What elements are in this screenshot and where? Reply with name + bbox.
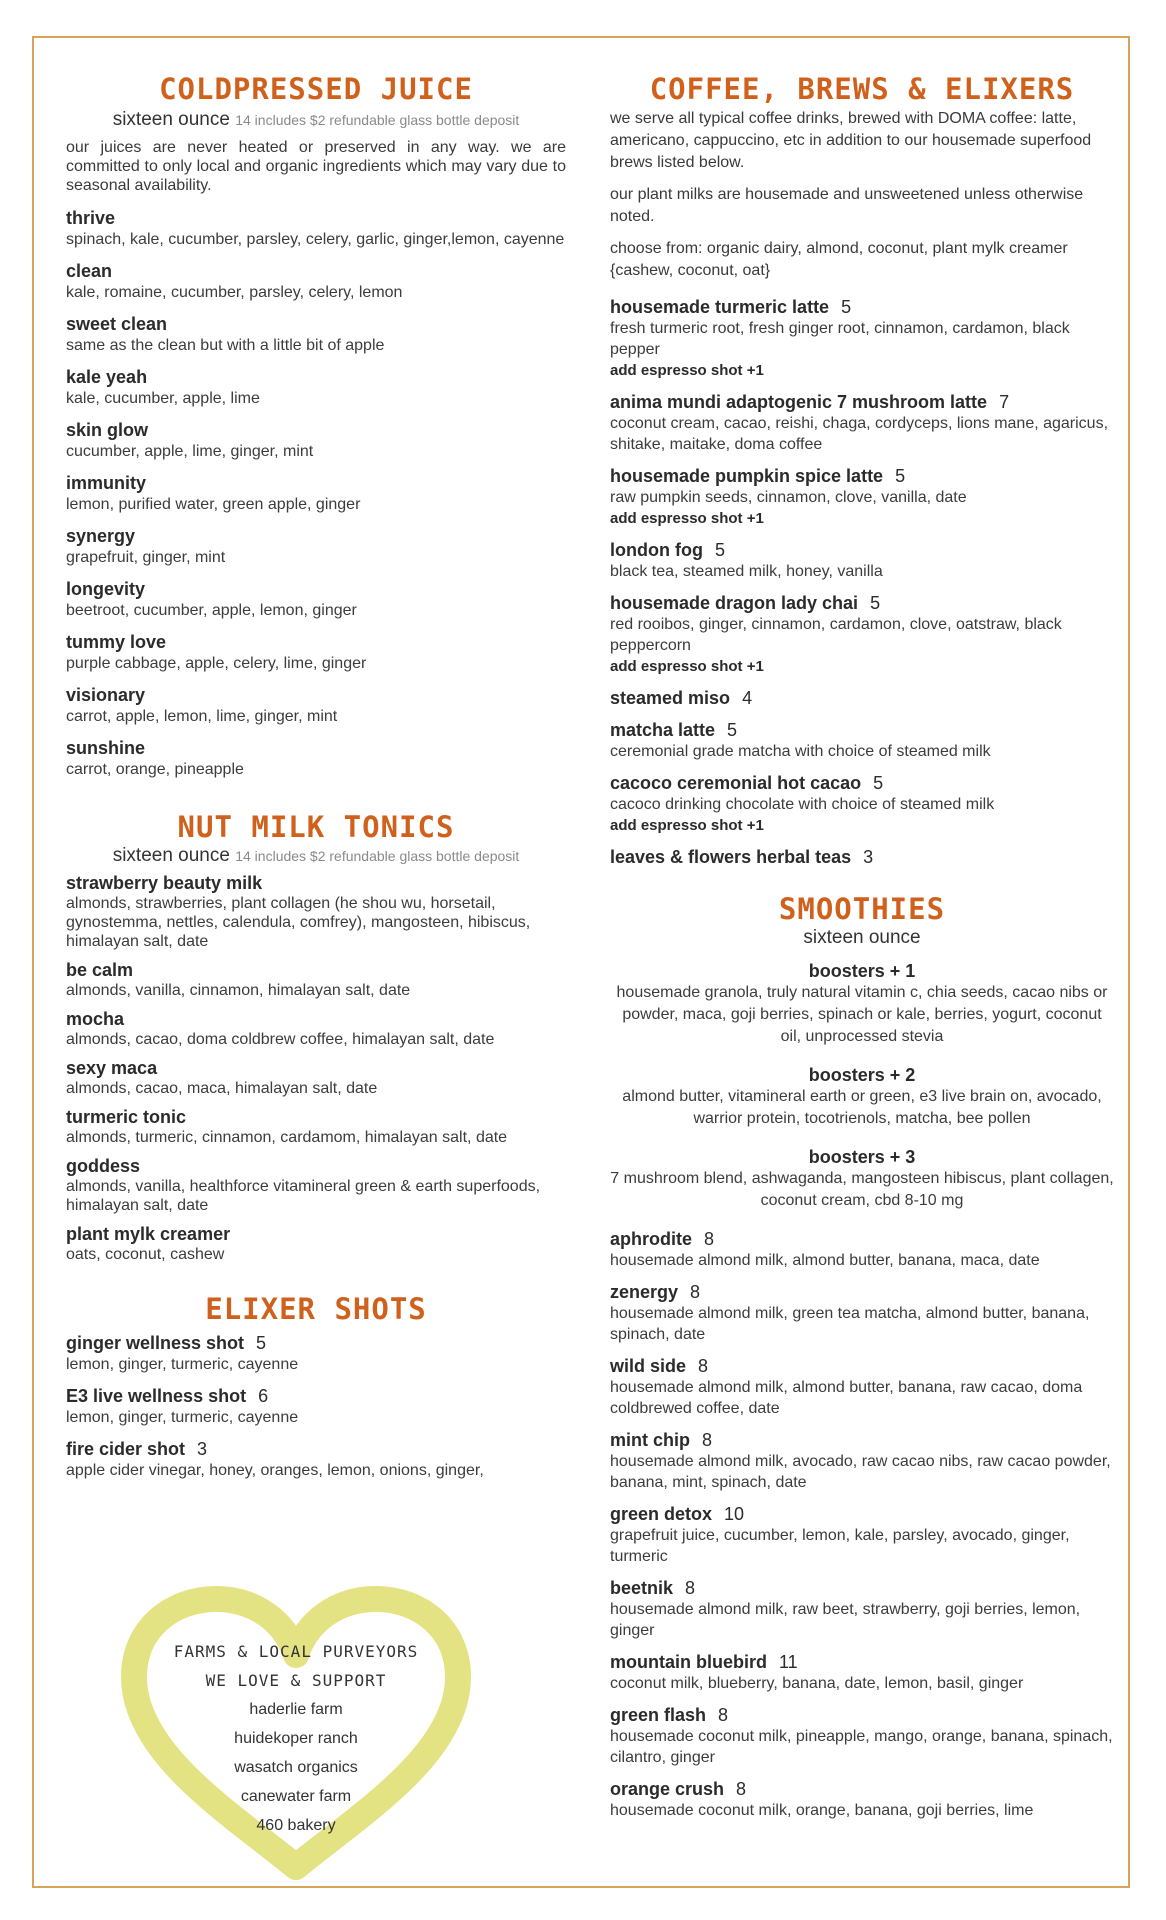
juice-item-title: sweet clean xyxy=(66,314,168,334)
coffee-item-addon: add espresso shot +1 xyxy=(610,510,764,527)
smoothie-item-name xyxy=(610,1778,1114,1800)
tonic-item xyxy=(66,1155,566,1215)
tonics-size: sixteen ounce xyxy=(112,845,230,866)
coffee-item-title: leaves & flowers herbal teas xyxy=(610,847,852,867)
coffee-list xyxy=(610,296,1114,868)
juice-item-name xyxy=(66,419,566,441)
tonic-item xyxy=(66,1223,566,1264)
smoothie-item xyxy=(610,1355,1114,1419)
shot-item-desc: lemon, ginger, turmeric, cayenne xyxy=(66,1356,299,1373)
coffee-item-price: 4 xyxy=(742,688,753,708)
juice-item-desc: spinach, kale, cucumber, parsley, celery, garlic, ginger,lemon, cayenne xyxy=(66,231,565,248)
shot-item-price: 3 xyxy=(197,1439,208,1459)
smoothie-item-desc: coconut milk, blueberry, banana, date, lemon, basil, ginger xyxy=(610,1675,1024,1692)
booster-item xyxy=(610,1146,1114,1212)
coffee-item-price: 3 xyxy=(863,847,874,867)
tonic-item-desc: almonds, cacao, doma coldbrew coffee, himalayan salt, date xyxy=(66,1031,495,1048)
smoothie-item-title: aphrodite xyxy=(610,1229,693,1249)
tonic-item-name xyxy=(66,959,566,981)
smoothie-item-price: 8 xyxy=(702,1430,713,1450)
tonic-item-title: sexy maca xyxy=(66,1058,158,1078)
juice-item xyxy=(66,525,566,568)
tonics-list xyxy=(66,872,566,1264)
tonic-item xyxy=(66,1106,566,1147)
farms-list xyxy=(116,1695,476,1840)
booster-name: boosters + 2 xyxy=(808,1065,916,1085)
coffee-item xyxy=(610,719,1114,762)
coffee-item-name xyxy=(610,846,1114,868)
juice-item xyxy=(66,472,566,515)
coffee-item-name xyxy=(610,772,1114,794)
smoothie-item-title: mint chip xyxy=(610,1430,690,1450)
juice-item xyxy=(66,207,566,250)
smoothie-item-name xyxy=(610,1577,1114,1599)
smoothie-item xyxy=(610,1651,1114,1694)
coffee-item-name xyxy=(610,539,1114,561)
juice-item-desc: lemon, purified water, green apple, ginger xyxy=(66,496,361,513)
farms-title-2: WE LOVE & SUPPORT xyxy=(205,1671,387,1690)
smoothie-item xyxy=(610,1281,1114,1345)
smoothie-item-name xyxy=(610,1429,1114,1451)
tonic-item xyxy=(66,872,566,951)
smoothie-item-price: 8 xyxy=(704,1229,715,1249)
shot-item-title: fire cider shot xyxy=(66,1439,186,1459)
smoothie-item-desc: housemade coconut milk, pineapple, mango, orange, banana, spinach, cilantro, ginger xyxy=(610,1728,1113,1766)
coffee-item-price: 5 xyxy=(873,773,884,793)
coffee-item-desc: red rooibos, ginger, cinnamon, cardamon, clove, oatstraw, black peppercorn xyxy=(610,616,1062,654)
coffee-item-price: 5 xyxy=(841,297,852,317)
coffee-item-price: 5 xyxy=(870,593,881,613)
smoothie-item xyxy=(610,1577,1114,1641)
coffee-item-name xyxy=(610,465,1114,487)
smoothie-item-name xyxy=(610,1228,1114,1250)
shot-item-desc: apple cider vinegar, honey, oranges, lemon, onions, ginger, xyxy=(66,1462,484,1479)
smoothie-item-price: 8 xyxy=(698,1356,709,1376)
juice-item-desc: carrot, apple, lemon, lime, ginger, mint xyxy=(66,708,338,725)
juice-item xyxy=(66,260,566,303)
tonic-item-title: goddess xyxy=(66,1156,141,1176)
smoothie-item-title: mountain bluebird xyxy=(610,1652,767,1672)
tonics-deposit: 14 includes $2 refundable glass bottle deposit xyxy=(235,848,520,864)
booster-desc: almond butter, vitamineral earth or green, e3 live brain on, avocado, warrior protein, tocotrienols, matcha, bee pollen xyxy=(622,1088,1102,1127)
shot-item xyxy=(66,1385,566,1428)
coffee-item-desc: fresh turmeric root, fresh ginger root, cinnamon, cardamon, black pepper xyxy=(610,320,1070,358)
coffee-item-name xyxy=(610,391,1114,413)
tonic-item-name xyxy=(66,1223,566,1245)
smoothie-item-price: 8 xyxy=(685,1578,696,1598)
booster-item xyxy=(610,960,1114,1048)
juice-item-desc: same as the clean but with a little bit of apple xyxy=(66,337,385,354)
tonic-item-desc: oats, coconut, cashew xyxy=(66,1246,225,1263)
juice-item-name xyxy=(66,366,566,388)
shots-list xyxy=(66,1332,566,1481)
booster-desc: housemade granola, truly natural vitamin c, chia seeds, cacao nibs or powder, maca, goji berries, spinach or kale, berries, yogurt, coconut oil, unprocessed stevia xyxy=(616,984,1108,1045)
juice-size-line xyxy=(66,108,566,132)
tonic-item-title: turmeric tonic xyxy=(66,1107,187,1127)
coffee-item xyxy=(610,465,1114,529)
juice-item xyxy=(66,366,566,409)
coffee-item-name xyxy=(610,296,1114,318)
coffee-intro-2: our plant milks are housemade and unsweetened unless otherwise noted. xyxy=(610,186,1084,225)
juice-item-title: synergy xyxy=(66,526,136,546)
smoothie-item-desc: housemade coconut milk, orange, banana, goji berries, lime xyxy=(610,1802,1034,1819)
tonic-item-title: plant mylk creamer xyxy=(66,1224,231,1244)
tonic-item-desc: almonds, cacao, maca, himalayan salt, date xyxy=(66,1080,378,1097)
juice-deposit: 14 includes $2 refundable glass bottle deposit xyxy=(235,112,520,128)
tonic-item-title: be calm xyxy=(66,960,134,980)
juice-item-name xyxy=(66,260,566,282)
coffee-item-price: 7 xyxy=(999,392,1010,412)
smoothie-item-title: orange crush xyxy=(610,1779,725,1799)
juice-item-name xyxy=(66,525,566,547)
farm-name: haderlie farm xyxy=(249,1701,343,1718)
juice-item-name xyxy=(66,472,566,494)
left-column xyxy=(66,36,566,1491)
coffee-item-desc: coconut cream, cacao, reishi, chaga, cordyceps, lions mane, agaricus, shitake, maitake, doma coffee xyxy=(610,415,1109,453)
smoothie-item-title: beetnik xyxy=(610,1578,674,1598)
juice-item-desc: kale, romaine, cucumber, parsley, celery, lemon xyxy=(66,284,403,301)
shot-item-name xyxy=(66,1438,566,1460)
tonic-item-name xyxy=(66,1155,566,1177)
juice-item-desc: kale, cucumber, apple, lime xyxy=(66,390,260,407)
coffee-item xyxy=(610,772,1114,836)
juice-item-name xyxy=(66,313,566,335)
booster-desc: 7 mushroom blend, ashwaganda, mangosteen hibiscus, plant collagen, coconut cream, cbd 8-10 mg xyxy=(610,1170,1114,1209)
tonic-item-name xyxy=(66,1106,566,1128)
coffee-item-desc: black tea, steamed milk, honey, vanilla xyxy=(610,563,883,580)
coffee-item-price: 5 xyxy=(714,540,725,560)
smoothie-item xyxy=(610,1704,1114,1768)
juice-list xyxy=(66,207,566,780)
smoothie-item-name xyxy=(610,1503,1114,1525)
coffee-item-addon: add espresso shot +1 xyxy=(610,817,764,834)
juice-item-title: clean xyxy=(66,261,113,281)
coffee-item-title: cacoco ceremonial hot cacao xyxy=(610,773,862,793)
juice-item-title: tummy love xyxy=(66,632,167,652)
smoothie-item-title: green flash xyxy=(610,1705,707,1725)
shot-item-name xyxy=(66,1385,566,1407)
juice-item-title: visionary xyxy=(66,685,146,705)
farm-name: wasatch organics xyxy=(234,1759,358,1776)
tonics-size-line xyxy=(66,844,566,868)
shot-item-price: 5 xyxy=(256,1333,267,1353)
tonic-item-title: strawberry beauty milk xyxy=(66,873,263,893)
juice-item-title: sunshine xyxy=(66,738,146,758)
smoothie-item-desc: housemade almond milk, green tea matcha, almond butter, banana, spinach, date xyxy=(610,1305,1090,1343)
booster-name: boosters + 1 xyxy=(808,961,916,981)
farms-heart xyxy=(116,1585,476,1885)
coffee-item-title: housemade pumpkin spice latte xyxy=(610,466,884,486)
coffee-item-desc: cacoco drinking chocolate with choice of steamed milk xyxy=(610,796,995,813)
juice-item-name xyxy=(66,737,566,759)
tonic-item-desc: almonds, strawberries, plant collagen (he shou wu, horsetail, gynostemma, nettles, calendula, comfrey), mangosteen, hibiscus, himalayan salt, date xyxy=(66,895,531,950)
tonic-item-name xyxy=(66,872,566,894)
smoothie-item-desc: housemade almond milk, almond butter, banana, raw cacao, doma coldbrewed coffee, date xyxy=(610,1379,1083,1417)
smoothie-item-title: zenergy xyxy=(610,1282,679,1302)
shot-item-desc: lemon, ginger, turmeric, cayenne xyxy=(66,1409,299,1426)
shot-item-name xyxy=(66,1332,566,1354)
farms-title-1: FARMS & LOCAL PURVEYORS xyxy=(173,1642,419,1661)
smoothie-item xyxy=(610,1429,1114,1493)
farms-text xyxy=(116,1637,476,1840)
right-column xyxy=(610,36,1114,1831)
smoothie-item-price: 11 xyxy=(779,1652,798,1672)
juice-item-desc: purple cabbage, apple, celery, lime, ginger xyxy=(66,655,367,672)
smoothie-item-name xyxy=(610,1651,1114,1673)
coffee-item xyxy=(610,539,1114,582)
coffee-item-desc: raw pumpkin seeds, cinnamon, clove, vanilla, date xyxy=(610,489,967,506)
juice-item-desc: carrot, orange, pineapple xyxy=(66,761,244,778)
coffee-item xyxy=(610,296,1114,381)
juice-item xyxy=(66,313,566,356)
smoothie-item-name xyxy=(610,1355,1114,1377)
tonic-item-name xyxy=(66,1008,566,1030)
shot-item xyxy=(66,1438,566,1481)
shot-item-price: 6 xyxy=(258,1386,269,1406)
smoothie-item-price: 8 xyxy=(736,1779,747,1799)
juice-item-title: thrive xyxy=(66,208,116,228)
tonic-item-name xyxy=(66,1057,566,1079)
juice-item-title: skin glow xyxy=(66,420,149,440)
tonic-item xyxy=(66,1057,566,1098)
smoothie-item-desc: housemade almond milk, avocado, raw cacao nibs, raw cacao powder, banana, mint, spinach, date xyxy=(610,1453,1111,1491)
coffee-item-title: anima mundi adaptogenic 7 mushroom latte xyxy=(610,392,988,412)
coffee-item-name xyxy=(610,687,1114,709)
coffee-item xyxy=(610,592,1114,677)
juice-item-name xyxy=(66,578,566,600)
juice-item xyxy=(66,737,566,780)
tonic-item-desc: almonds, turmeric, cinnamon, cardamom, himalayan salt, date xyxy=(66,1129,508,1146)
coffee-title: COFFEE, BREWS & ELIXERS xyxy=(649,72,1075,106)
juice-item-title: kale yeah xyxy=(66,367,148,387)
tonics-title: NUT MILK TONICS xyxy=(177,810,455,844)
smoothies-title: SMOOTHIES xyxy=(778,892,946,926)
coffee-intro-3: choose from: organic dairy, almond, coconut, plant mylk creamer {cashew, coconut, oat} xyxy=(610,240,1068,279)
coffee-item-title: london fog xyxy=(610,540,703,560)
juice-item xyxy=(66,631,566,674)
smoothie-item-price: 10 xyxy=(724,1504,745,1524)
juice-title: COLDPRESSED JUICE xyxy=(159,72,473,106)
smoothie-item-name xyxy=(610,1281,1114,1303)
farm-name: huidekoper ranch xyxy=(234,1730,358,1747)
shot-item-title: E3 live wellness shot xyxy=(66,1386,247,1406)
booster-item xyxy=(610,1064,1114,1130)
coffee-item-title: matcha latte xyxy=(610,720,716,740)
smoothie-item xyxy=(610,1228,1114,1271)
coffee-item xyxy=(610,687,1114,709)
coffee-item xyxy=(610,391,1114,455)
coffee-item-addon: add espresso shot +1 xyxy=(610,658,764,675)
coffee-item-name xyxy=(610,592,1114,614)
coffee-item-desc: ceremonial grade matcha with choice of steamed milk xyxy=(610,743,991,760)
smoothie-item-price: 8 xyxy=(690,1282,701,1302)
juice-item xyxy=(66,684,566,727)
tonic-item xyxy=(66,1008,566,1049)
smoothie-item-title: green detox xyxy=(610,1504,713,1524)
juice-item-name xyxy=(66,631,566,653)
coffee-item-addon: add espresso shot +1 xyxy=(610,362,764,379)
juice-item-title: longevity xyxy=(66,579,146,599)
coffee-item-name xyxy=(610,719,1114,741)
coffee-item-price: 5 xyxy=(727,720,738,740)
smoothie-item xyxy=(610,1778,1114,1821)
juice-item-desc: beetroot, cucumber, apple, lemon, ginger xyxy=(66,602,357,619)
tonic-item xyxy=(66,959,566,1000)
smoothie-item-title: wild side xyxy=(610,1356,687,1376)
juice-item-name xyxy=(66,684,566,706)
coffee-item-title: housemade turmeric latte xyxy=(610,297,830,317)
tonic-item-desc: almonds, vanilla, cinnamon, himalayan salt, date xyxy=(66,982,411,999)
boosters-list xyxy=(610,960,1114,1212)
tonic-item-desc: almonds, vanilla, healthforce vitamineral green & earth superfoods, himalayan salt, date xyxy=(66,1178,541,1214)
shot-item xyxy=(66,1332,566,1375)
juice-item-desc: cucumber, apple, lime, ginger, mint xyxy=(66,443,314,460)
coffee-intro-1: we serve all typical coffee drinks, brewed with DOMA coffee: latte, americano, cappuccino, etc in addition to our housemade superfood brews listed below. xyxy=(610,110,1092,171)
farm-name: canewater farm xyxy=(240,1788,352,1805)
juice-item-desc: grapefruit, ginger, mint xyxy=(66,549,226,566)
smoothie-item xyxy=(610,1503,1114,1567)
smoothies-size: sixteen ounce xyxy=(803,927,921,948)
shots-title: ELIXER SHOTS xyxy=(205,1292,427,1326)
juice-item xyxy=(66,419,566,462)
farm-name: 460 bakery xyxy=(256,1817,336,1834)
smoothie-item-desc: grapefruit juice, cucumber, lemon, kale, parsley, avocado, ginger, turmeric xyxy=(610,1527,1070,1565)
smoothie-item-name xyxy=(610,1704,1114,1726)
juice-item-title: immunity xyxy=(66,473,147,493)
coffee-item-title: housemade dragon lady chai xyxy=(610,593,859,613)
smoothie-item-desc: housemade almond milk, raw beet, strawberry, goji berries, lemon, ginger xyxy=(610,1601,1081,1639)
juice-item-name xyxy=(66,207,566,229)
booster-name: boosters + 3 xyxy=(808,1147,916,1167)
juice-size: sixteen ounce xyxy=(112,109,230,130)
coffee-item-title: steamed miso xyxy=(610,688,731,708)
coffee-item-price: 5 xyxy=(895,466,906,486)
smoothies-list xyxy=(610,1228,1114,1821)
shot-item-title: ginger wellness shot xyxy=(66,1333,245,1353)
smoothie-item-desc: housemade almond milk, almond butter, banana, maca, date xyxy=(610,1252,1040,1269)
juice-item xyxy=(66,578,566,621)
tonic-item-title: mocha xyxy=(66,1009,125,1029)
coffee-item xyxy=(610,846,1114,868)
smoothie-item-price: 8 xyxy=(718,1705,729,1725)
juice-intro: our juices are never heated or preserved in any way. we are committed to only local and organic ingredients which may vary due to seasonal availability. xyxy=(66,139,566,194)
